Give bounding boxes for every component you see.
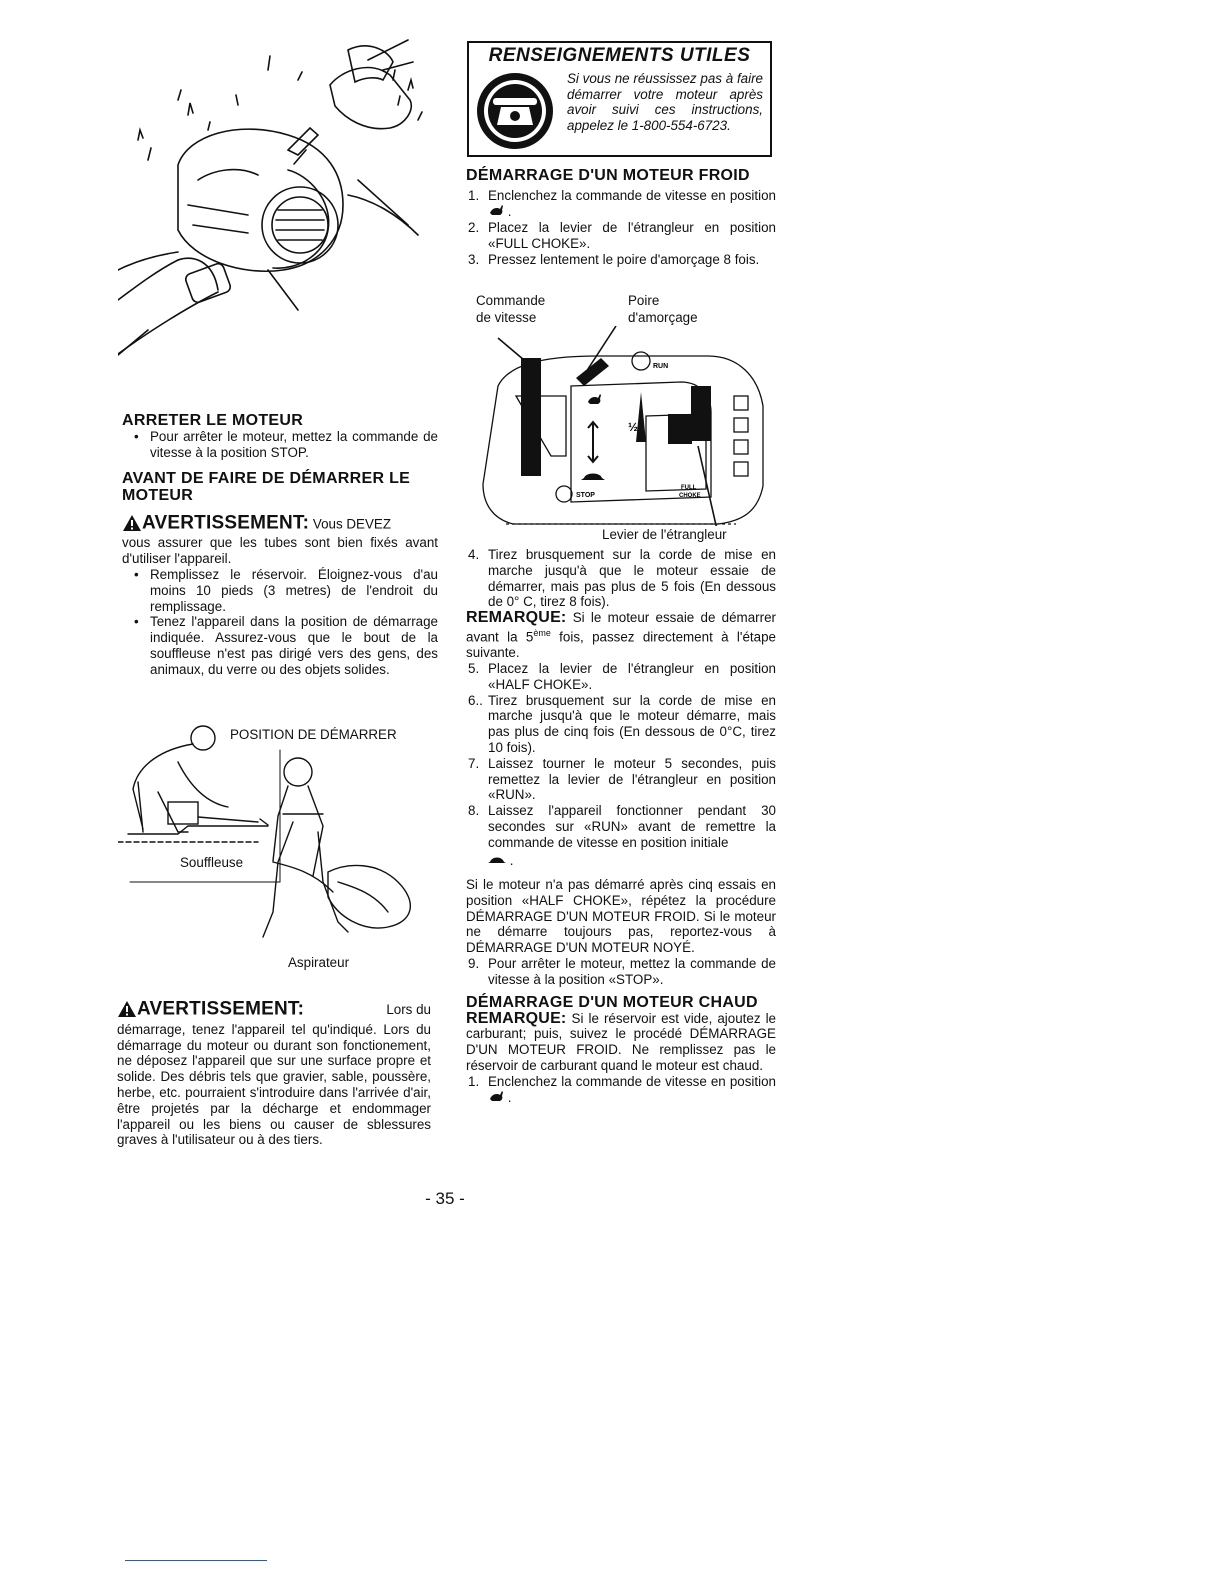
fig-run-label: RUN <box>653 363 669 370</box>
warm-step-1: 1. Enclenchez la commande de vitesse en position . <box>468 1073 776 1105</box>
page-number: - 35 - <box>425 1189 465 1208</box>
cold-step-4: 4. Tirez brusquement sur la corde de mise en marche jusqu'à que le moteur essaie de démarrer, mais pas plus de 5 fois (En dessous de 0° C, tirez 8 fois). <box>468 547 776 610</box>
cold-step-7: 7. Laissez tourner le moteur 5 secondes, puis remettez la levier de l'étrangleur en position «RUN». <box>468 755 776 803</box>
useful-info-box <box>467 41 772 157</box>
warning-lead-2: Lors du <box>386 1002 431 1018</box>
start-position-figure <box>118 722 438 972</box>
note-label: REMARQUE: <box>466 609 567 627</box>
rabbit-fast-icon <box>488 1090 504 1106</box>
label-primer-bulb: Poire d'amorçage <box>628 293 698 325</box>
turtle-slow-icon <box>581 474 605 481</box>
warning-text-2: démarrage, tenez l'appareil tel qu'indiqué. Lors du démarrage du moteur ou durant son fonctionement, ne déposez l'appareil que sur une surface propre et solide. Des débris tels que gravier, sable, poussère, herbe, etc. pourraient s'introduire dans l'arrivée d'air, être projetés par la décharge et endommager l'appareil ou les biens ou causer de sblessures graves à l'utilisateur ou à des tiers. <box>117 1021 431 1148</box>
telephone-icon <box>475 71 555 156</box>
warning-triangle-icon <box>122 514 142 536</box>
warning-block-2 <box>117 1000 431 1148</box>
start-position-drawing <box>118 722 438 972</box>
rabbit-fast-icon <box>488 204 504 220</box>
before-start-heading: AVANT DE FAIRE DE DÉMARRER LE MOTEUR <box>122 469 411 504</box>
warning-label: AVERTISSEMENT: <box>142 512 310 534</box>
warning-label-2: AVERTISSEMENT: <box>137 998 305 1020</box>
warm-note: REMARQUE: Si le réservoir est vide, ajoutez le carburant; puis, suivez le procédé DÉMARRAGE D'UN MOTEUR FROID. Ne remplissez pas le réservoir de carburant quand le moteur est chaud. <box>466 1009 776 1073</box>
cold-step-9: 9. Pour arrêter le moteur, mettez la commande de vitesse à la position «STOP». <box>468 955 776 987</box>
label-speed-control: Commande de vitesse <box>476 293 546 325</box>
refuel-illustration <box>118 30 438 360</box>
controls-drawing <box>476 326 776 526</box>
cold-step-6: 6.. Tirez brusquement sur la corde de mise en marche jusqu'à que le moteur démarre, mais pas plus de cinq fois (En dessous de 0°C, tirez 10 fois). <box>468 692 776 756</box>
cold-step-5: 5. Placez la levier de l'étrangleur en position «HALF CHOKE». <box>468 661 776 692</box>
fig-stop-label: STOP <box>576 492 595 499</box>
bullet-fill-tank: • Remplissez le réservoir. Éloignez-vous d'au moins 10 pieds (3 metres) de l'endroit du remplissage. <box>122 567 438 614</box>
cold-start-heading: DÉMARRAGE D'UN MOTEUR FROID <box>466 167 750 184</box>
footer-rule <box>125 1560 267 1561</box>
warning-text: vous assurer que les tubes sont bien fixés avant d'utiliser l'appareil. <box>122 535 438 567</box>
cold-note: REMARQUE: Si le moteur essaie de démarrer avant la 5ème fois, passez directement à l'étape suivante. <box>466 609 776 661</box>
label-choke-lever: Levier de l'étrangleur <box>602 527 727 542</box>
label-vacuum: Aspirateur <box>288 955 350 970</box>
cold-step-3: 3. Pressez lentement le poire d'amorçage 8 fois. <box>468 251 760 267</box>
fig-full-label: FULL <box>681 485 697 491</box>
label-blower: Souffleuse <box>180 855 244 870</box>
cold-start-continued <box>466 547 776 1106</box>
fig-choke-label: CHOKE <box>679 493 701 499</box>
retry-paragraph: Si le moteur n'a pas démarré après cinq essais en position «HALF CHOKE», répétez la procédure DÉMARRAGE D'UN MOTEUR FROID. Si le moteur ne démarre toujours pas, reportez-vous à DÉMARRAGE D'UN MOTEUR NOYÉ. <box>466 876 776 956</box>
turtle-slow-icon <box>488 853 506 869</box>
warning-triangle-icon <box>117 1000 137 1022</box>
rabbit-fast-icon <box>588 394 601 404</box>
cold-step-1: 1. Enclenchez la commande de vitesse en position . <box>468 188 776 219</box>
stop-engine-heading: ARRETER LE MOTEUR <box>122 412 304 429</box>
cold-start-section <box>466 167 776 268</box>
speed-lever <box>521 358 541 476</box>
start-position-title: POSITION DE DÉMARRER <box>230 727 397 742</box>
controls-figure <box>476 290 776 546</box>
choke-lever <box>691 386 711 441</box>
info-box-text: Si vous ne réussissez pas à faire démarrer votre moteur après avoir suivi ces instructions, appelez le 1-800-554-6723. <box>567 71 763 133</box>
stop-engine-bullet: • Pour arrêter le moteur, mettez la commande de vitesse à la position STOP. <box>122 429 438 461</box>
warning-lead: Vous DEVEZ <box>312 516 392 532</box>
bullet-hold-position: • Tenez l'appareil dans la position de démarrage indiquée. Assurez-vous que le bout de la souffleuse n'est pas dirigé vers des gens, des animaux, du verre ou des objets solides. <box>122 614 438 677</box>
warm-note-label: REMARQUE: <box>466 1009 567 1027</box>
cold-step-2: 2. Placez la levier de l'étrangleur en position «FULL CHOKE». <box>468 220 776 251</box>
cold-step-8: 8. Laissez l'appareil fonctionner pendant 30 secondes sur «RUN» avant de remettre la commande de vitesse en position initiale . <box>468 803 776 868</box>
info-box-title: RENSEIGNEMENTS UTILES <box>488 45 751 66</box>
fig-half-label: ½ <box>628 420 639 434</box>
warm-start-heading: DÉMARRAGE D'UN MOTEUR CHAUD <box>466 993 758 1011</box>
